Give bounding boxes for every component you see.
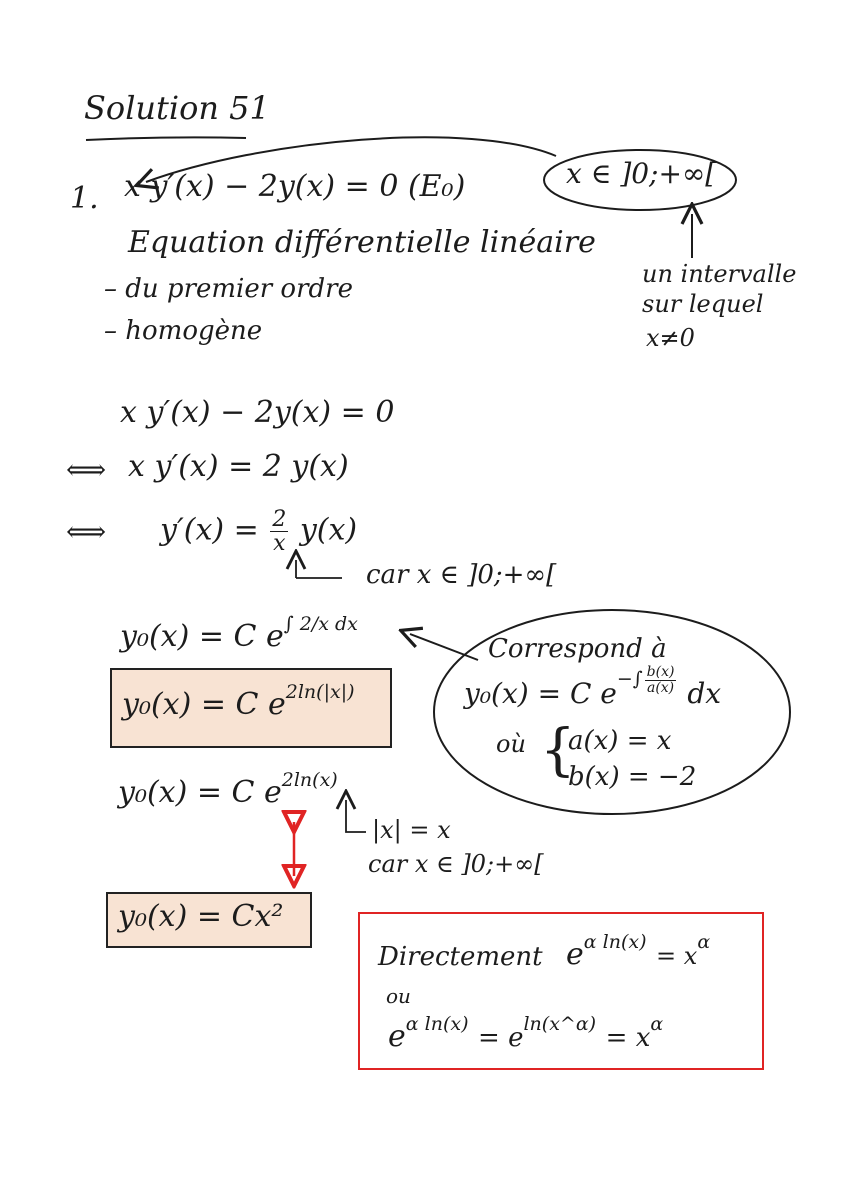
remark-label: Directement (378, 942, 543, 972)
interval-arrow (146, 137, 556, 182)
final-solution: y₀(x) = Cx² (118, 899, 284, 934)
equivalence-arrow: ⟺ (66, 515, 107, 548)
abs-note: |x| = x (372, 816, 451, 844)
step-note: car x ∈ ]0;+∞[ (366, 560, 557, 590)
remark-line-2: $e^{\alpha ln(x)} = e^{ln(x\^{}\alpha)} = x^\alpha$ (388, 1013, 664, 1054)
equation-description: Equation différentielle linéaire (128, 225, 596, 260)
remark-line-1: $e^{\alpha ln(x)} = x^\alpha$ (566, 931, 711, 972)
interval-note-line: un intervalle (642, 260, 797, 288)
remark-or: ou (386, 984, 411, 1008)
bubble-condition: b(x) = −2 (568, 762, 697, 792)
page-title: Solution 51 (84, 89, 270, 127)
title-underline (86, 137, 246, 140)
bubble-arrow (410, 634, 478, 660)
main-equation: x y′(x) − 2y(x) = 0 (E₀) (124, 169, 466, 204)
equivalence-arrow: ⟺ (66, 453, 107, 486)
solution-abs-log: y₀(x) = C $e^{2ln(|x|)}$ (122, 681, 355, 722)
explanation-bubble (434, 610, 790, 814)
interval-label: x ∈ ]0;+∞[ (566, 157, 717, 190)
bubble-formula: y₀(x) = C $e^{-\int \frac{b(x)}{a(x)}}$ dx (464, 663, 722, 710)
step-line-2: x y′(x) = 2 y(x) (128, 449, 349, 484)
solution-integral: y₀(x) = C $e^{\int 2/x dx}$ (120, 613, 358, 654)
interval-note-line: x≠0 (646, 324, 695, 352)
bubble-where: où (496, 730, 526, 758)
bubble-title: Correspond à (488, 634, 667, 664)
solution-log: y₀(x) = C $e^{2ln(x)}$ (118, 769, 338, 810)
interval-note-line: sur lequel (642, 290, 764, 318)
abs-note: car x ∈ ]0;+∞[ (368, 850, 544, 878)
interval-ellipse (544, 150, 736, 210)
description-item: – homogène (104, 316, 263, 346)
abs-arrow (346, 800, 366, 832)
bubble-condition: a(x) = x (568, 726, 672, 756)
question-number: 1. (70, 181, 99, 216)
step-line-1: x y′(x) − 2y(x) = 0 (120, 395, 395, 430)
brace-icon: { (540, 718, 576, 783)
description-item: – du premier ordre (104, 274, 353, 304)
step-line-3: y′(x) = $\frac{2}{x}$ y(x) (160, 507, 358, 557)
